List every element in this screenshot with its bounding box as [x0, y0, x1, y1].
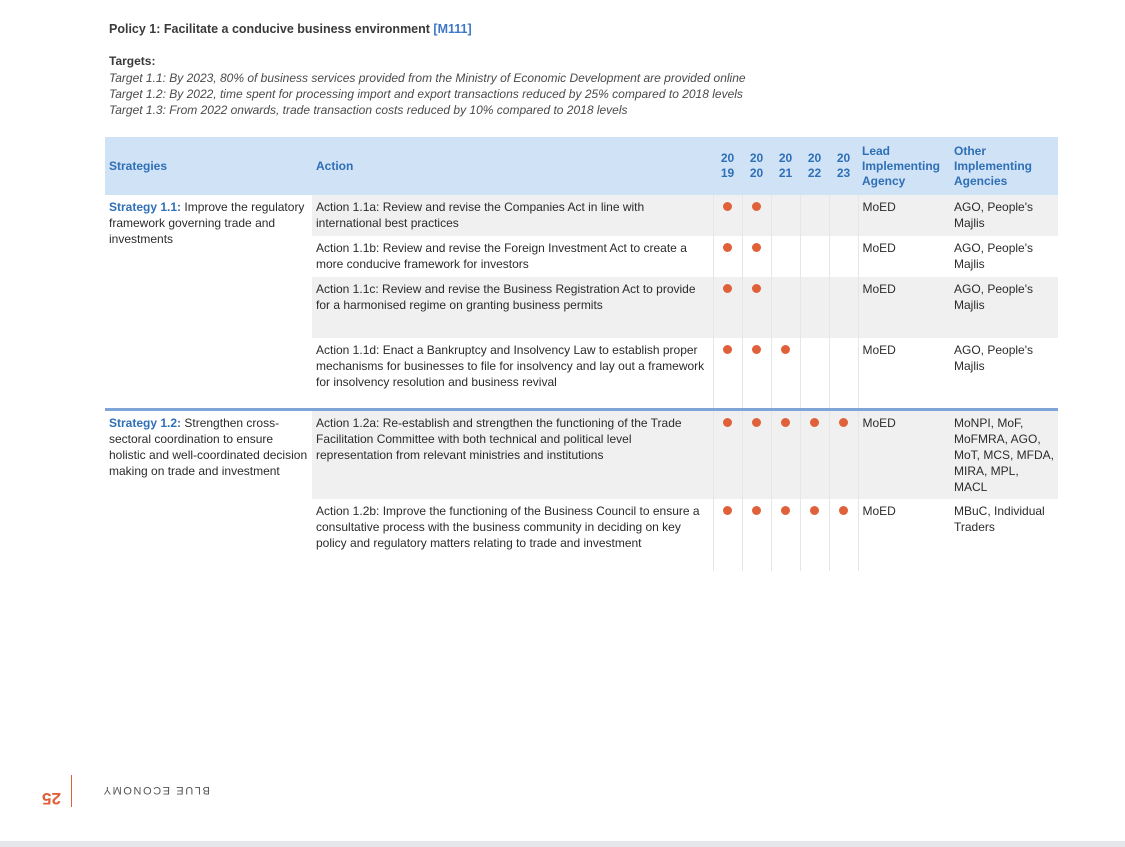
year-cell [713, 277, 742, 338]
lead-agency-cell: MoED [862, 241, 896, 255]
other-agencies-cell: AGO, People's Majlis [954, 241, 1033, 271]
lead-agency-cell: MoED [862, 343, 896, 357]
strategy-label: Strategy 1.1: [109, 200, 182, 214]
action-cell: Action 1.1b: Review and revise the Foreign Investment Act to create a more conducive framework for investors [316, 241, 687, 271]
target-item: Target 1.3: From 2022 onwards, trade transaction costs reduced by 10% compared to 2018 levels [109, 103, 628, 117]
other-agencies-cell: AGO, People's Majlis [954, 343, 1033, 373]
strategy-cell [105, 409, 312, 571]
timeline-dot [781, 345, 790, 354]
year-cell [742, 409, 771, 499]
year-cell [829, 195, 858, 236]
header-year: 20 21 [771, 137, 800, 195]
year-cell [742, 277, 771, 338]
timeline-dot [723, 284, 732, 293]
year-cell [829, 499, 858, 571]
header-year: 20 20 [742, 137, 771, 195]
timeline-dot [723, 243, 732, 252]
year-cell [742, 195, 771, 236]
timeline-dot [781, 418, 790, 427]
year-cell [771, 277, 800, 338]
year-cell [829, 277, 858, 338]
header-other-agencies: Other Implementing Agencies [950, 137, 1058, 195]
section-label: BLUE ECONOMY [102, 784, 210, 796]
timeline-dot [781, 506, 790, 515]
year-cell [771, 338, 800, 409]
year-cell [829, 236, 858, 277]
year-cell [713, 338, 742, 409]
page-bottom-edge [0, 841, 1125, 847]
lead-agency-cell: MoED [862, 503, 896, 518]
targets-list [109, 70, 746, 118]
header-lead-agency: Lead Implementing Agency [858, 137, 950, 195]
page-number: 25 [42, 789, 61, 808]
strategy-label: Strategy 1.2: [109, 415, 182, 430]
year-cell [713, 236, 742, 277]
header-strategies: Strategies [105, 137, 312, 195]
other-agencies-cell: MoNPI, MoF, MoFMRA, AGO, MoT, MCS, MFDA, MIRA, MPL, MACL [950, 409, 1058, 499]
targets-heading: Targets: [109, 54, 156, 68]
policy-title-text: Policy 1: Facilitate a conducive business environment [109, 22, 430, 36]
strategy-text: Strengthen cross-sectoral coordination to ensure holistic and well-coordinated decision making on trade and investment [109, 415, 308, 478]
year-cell [800, 338, 829, 409]
strategy-cell [105, 195, 312, 409]
policy-code: [M111] [433, 22, 472, 36]
year-cell [771, 236, 800, 277]
timeline-dot [752, 202, 761, 211]
year-cell [829, 409, 858, 499]
other-agencies-cell: AGO, People's Majlis [950, 195, 1058, 236]
timeline-dot [839, 506, 848, 515]
table-row [105, 409, 1058, 499]
year-cell [713, 409, 742, 499]
year-cell [800, 236, 829, 277]
year-cell [742, 499, 771, 571]
action-cell: Action 1.1d: Enact a Bankruptcy and Insolvency Law to establish proper mechanisms for businesses to file for insolvency and lay out a framework for insolvency resolution and business revival [316, 343, 705, 389]
timeline-dot [723, 202, 732, 211]
strategy-text: Improve the regulatory framework governing trade and investments [109, 200, 305, 246]
header-action: Action [312, 137, 713, 195]
timeline-dot [723, 418, 732, 427]
header-year: 20 23 [829, 137, 858, 195]
footer-divider [71, 775, 72, 807]
timeline-dot [810, 418, 819, 427]
timeline-dot [723, 506, 732, 515]
timeline-dot [839, 418, 848, 427]
timeline-dot [752, 506, 761, 515]
timeline-dot [752, 345, 761, 354]
timeline-dot [752, 284, 761, 293]
year-cell [771, 409, 800, 499]
table-header-row [105, 137, 1058, 195]
year-cell [800, 195, 829, 236]
action-cell: Action 1.2a: Re-establish and strengthen the functioning of the Trade Facilitation Committee with both technical and political level representation from relevant ministries and institutions [312, 409, 713, 499]
year-cell [771, 195, 800, 236]
header-year: 20 19 [713, 137, 742, 195]
other-agencies-cell: AGO, People's Majlis [950, 277, 1058, 338]
timeline-dot [810, 506, 819, 515]
header-year: 20 22 [800, 137, 829, 195]
other-agencies-cell: MBuC, Individual Traders [954, 503, 1045, 534]
target-item: Target 1.2: By 2022, time spent for processing import and export transactions reduced by 25% compared to 2018 levels [109, 87, 743, 101]
timeline-dot [723, 345, 732, 354]
timeline-dot [752, 418, 761, 427]
target-item: Target 1.1: By 2023, 80% of business services provided from the Ministry of Economic Development are provided online [109, 71, 746, 85]
year-cell [829, 338, 858, 409]
lead-agency-cell: MoED [858, 195, 950, 236]
year-cell [713, 195, 742, 236]
year-cell [771, 499, 800, 571]
action-cell: Action 1.1a: Review and revise the Companies Act in line with international best practices [312, 195, 713, 236]
year-cell [800, 277, 829, 338]
action-cell: Action 1.1c: Review and revise the Business Registration Act to provide for a harmonised regime on granting business permits [312, 277, 713, 338]
action-cell: Action 1.2b: Improve the functioning of the Business Council to ensure a consultative process with the business community in deciding on key policy and regulatory matters relating to trade and investment [316, 503, 700, 550]
year-cell [713, 499, 742, 571]
year-cell [800, 409, 829, 499]
year-cell [742, 236, 771, 277]
strategy-action-table [105, 137, 1058, 571]
timeline-dot [752, 243, 761, 252]
table-row [105, 195, 1058, 236]
lead-agency-cell: MoED [858, 277, 950, 338]
lead-agency-cell: MoED [858, 409, 950, 499]
policy-title [109, 22, 472, 36]
year-cell [800, 499, 829, 571]
year-cell [742, 338, 771, 409]
